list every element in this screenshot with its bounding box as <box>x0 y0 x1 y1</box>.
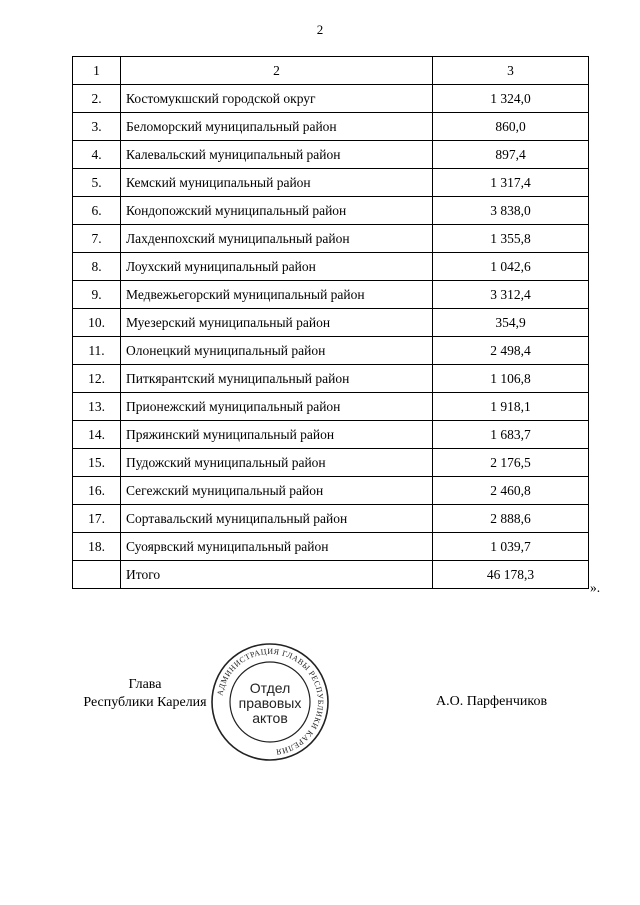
row-number: 18. <box>73 533 121 561</box>
row-number: 9. <box>73 281 121 309</box>
header-col-1: 1 <box>73 57 121 85</box>
table-row <box>73 533 589 561</box>
row-number: 16. <box>73 477 121 505</box>
table-row <box>73 225 589 253</box>
signatory-title-line1: Глава <box>128 677 162 692</box>
district-name: Кемский муниципальный район <box>121 169 433 197</box>
table-row <box>73 197 589 225</box>
amount-value: 1 039,7 <box>433 533 589 561</box>
total-number <box>73 561 121 589</box>
row-number: 6. <box>73 197 121 225</box>
table-row <box>73 421 589 449</box>
amount-value: 1 683,7 <box>433 421 589 449</box>
amount-value: 1 324,0 <box>433 85 589 113</box>
table-row <box>73 449 589 477</box>
table-row <box>73 141 589 169</box>
row-number: 15. <box>73 449 121 477</box>
data-table <box>72 56 589 589</box>
amount-value: 3 838,0 <box>433 197 589 225</box>
table-row <box>73 169 589 197</box>
amount-value: 2 176,5 <box>433 449 589 477</box>
table-row <box>73 309 589 337</box>
district-name: Сегежский муниципальный район <box>121 477 433 505</box>
amount-value: 354,9 <box>433 309 589 337</box>
table-row <box>73 253 589 281</box>
amount-value: 1 918,1 <box>433 393 589 421</box>
row-number: 2. <box>73 85 121 113</box>
district-name: Сортавальский муниципальный район <box>121 505 433 533</box>
amount-value: 1 106,8 <box>433 365 589 393</box>
district-name: Питкярантский муниципальный район <box>121 365 433 393</box>
signatory-title <box>80 676 210 712</box>
row-number: 14. <box>73 421 121 449</box>
stamp-line2: правовых <box>238 695 302 711</box>
signatory-title-line2: Республики Карелия <box>83 695 207 710</box>
page-number: 2 <box>316 22 324 37</box>
district-name: Лахденпохский муниципальный район <box>121 225 433 253</box>
amount-value: 1 355,8 <box>433 225 589 253</box>
table-row <box>73 113 589 141</box>
amount-value: 897,4 <box>433 141 589 169</box>
table-row <box>73 365 589 393</box>
table-row <box>73 85 589 113</box>
district-name: Муезерский муниципальный район <box>121 309 433 337</box>
district-name: Прионежский муниципальный район <box>121 393 433 421</box>
row-number: 11. <box>73 337 121 365</box>
closing-quote: ». <box>590 580 601 595</box>
total-value: 46 178,3 <box>433 561 589 589</box>
district-name: Костомукшский городской округ <box>121 85 433 113</box>
table-row <box>73 393 589 421</box>
row-number: 12. <box>73 365 121 393</box>
amount-value: 1 317,4 <box>433 169 589 197</box>
district-name: Пудожский муниципальный район <box>121 449 433 477</box>
row-number: 7. <box>73 225 121 253</box>
amount-value: 860,0 <box>433 113 589 141</box>
amount-value: 3 312,4 <box>433 281 589 309</box>
header-col-3: 3 <box>433 57 589 85</box>
district-name: Калевальский муниципальный район <box>121 141 433 169</box>
stamp-ring-textpath: АДМИНИСТРАЦИЯ ГЛАВЫ РЕСПУБЛИКИ КАРЕЛИЯ <box>215 646 326 757</box>
row-number: 8. <box>73 253 121 281</box>
amount-value: 2 460,8 <box>433 477 589 505</box>
table-row <box>73 337 589 365</box>
district-name: Пряжинский муниципальный район <box>121 421 433 449</box>
district-name: Лоухский муниципальный район <box>121 253 433 281</box>
total-row <box>73 561 589 589</box>
district-name: Суоярвский муниципальный район <box>121 533 433 561</box>
district-name: Беломорский муниципальный район <box>121 113 433 141</box>
stamp-line3: актов <box>252 710 288 726</box>
total-label: Итого <box>121 561 433 589</box>
row-number: 4. <box>73 141 121 169</box>
row-number: 5. <box>73 169 121 197</box>
row-number: 17. <box>73 505 121 533</box>
amount-value: 2 498,4 <box>433 337 589 365</box>
row-number: 10. <box>73 309 121 337</box>
header-col-2: 2 <box>121 57 433 85</box>
row-number: 3. <box>73 113 121 141</box>
amount-value: 1 042,6 <box>433 253 589 281</box>
table-row <box>73 281 589 309</box>
stamp-line1: Отдел <box>249 680 291 696</box>
amount-value: 2 888,6 <box>433 505 589 533</box>
table-row <box>73 505 589 533</box>
district-name: Олонецкий муниципальный район <box>121 337 433 365</box>
district-name: Медвежьегорский муниципальный район <box>121 281 433 309</box>
district-name: Кондопожский муниципальный район <box>121 197 433 225</box>
row-number: 13. <box>73 393 121 421</box>
signer-name: А.О. Парфенчиков <box>436 694 548 709</box>
table-row <box>73 477 589 505</box>
table-header-row <box>73 57 589 85</box>
official-stamp <box>210 642 330 762</box>
